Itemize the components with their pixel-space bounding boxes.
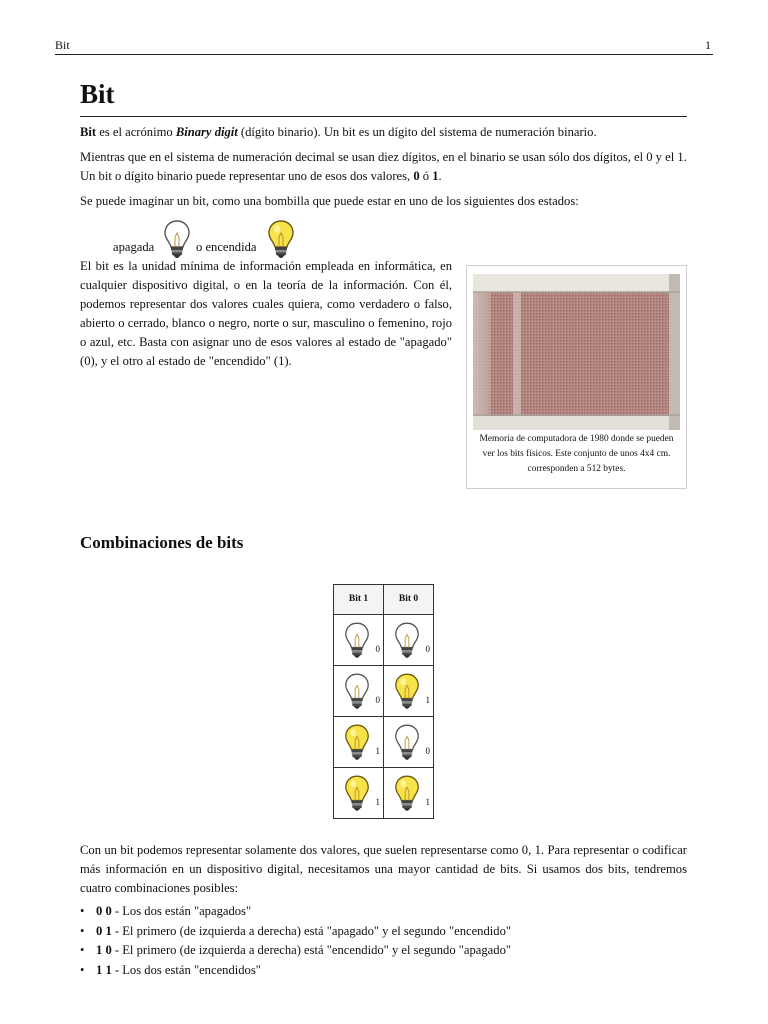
bit-value: 0: [375, 644, 380, 654]
running-header: [55, 38, 713, 55]
bulb-on-icon: [393, 774, 421, 812]
text-span: .: [438, 169, 442, 183]
table-row: [334, 768, 434, 819]
bit-value: 1: [425, 797, 430, 807]
bit-value: 0: [375, 695, 380, 705]
section-heading: Combinaciones de bits: [80, 533, 244, 552]
table-row: [334, 666, 434, 717]
list-item: [80, 961, 687, 981]
combo-code: 0 0: [96, 904, 112, 918]
term-dig: dig: [214, 125, 231, 139]
core-memory-photo: [473, 274, 680, 430]
figure-caption: Memoria de computadora de 1980 donde se pueden ver los bits físicos. Este conjunto de unos 4x4 cm. corresponden a 512 bytes.: [479, 434, 674, 474]
table-cell: [384, 717, 434, 768]
intro-paragraph-4: El bit es la unidad mínima de información empleada en informática, en cualquier dispositivo digital, o en la teoría de la información. Con él, podemos representar dos valores cuales quiera, como verdadero o falso, abierto o cerrado, blanco o negro, norte o sur, masculino o femenino, rojo o azul, etc. Basta con asignar uno de esos valores al estado de "apagado" (0), y el otro al estado de "encendido" (1).: [80, 259, 452, 368]
bit-value: 1: [375, 797, 380, 807]
text-span: (dígito binario). Un bit es un dígito del sistema de numeración binario.: [237, 125, 597, 139]
bulb-off-icon: [343, 672, 371, 710]
table-cell: [334, 717, 384, 768]
bulb-states-illustration: [80, 219, 687, 257]
header-title: Bit: [55, 38, 70, 52]
combinations-list: [80, 902, 687, 980]
bit-value: 0: [425, 746, 430, 756]
text-span: es el acrónimo: [96, 125, 176, 139]
combo-code: 0 1: [96, 923, 112, 938]
combo-text: - Los dos están "apagados": [111, 904, 252, 918]
combinations-paragraph: Con un bit podemos representar solamente dos valores, que suelen representarse como 0, 1. Para representar o codificar más información en un dispositivo digital, necesitamos una mayor cantidad de bits. Si usamos dos bits, tendremos cuatro combinaciones posibles:: [80, 843, 687, 895]
table-cell: [334, 768, 384, 819]
intro-paragraph-3: Se puede imaginar un bit, como una bombilla que puede estar en uno de los siguientes dos estados:: [80, 194, 579, 208]
list-item: [80, 922, 687, 942]
intro-paragraph-2: [80, 148, 687, 186]
table-cell: [384, 768, 434, 819]
column-header: Bit 1: [334, 585, 384, 615]
bottom-section: [80, 841, 687, 980]
off-label: apagada: [113, 240, 155, 254]
article-body: [80, 78, 687, 977]
bit-value: 1: [375, 746, 380, 756]
list-item: [80, 902, 687, 922]
bulb-off-icon: [343, 621, 371, 659]
bulb-off-icon: [393, 723, 421, 761]
bit-combinations-table: [333, 584, 434, 819]
bulb-off-icon: [162, 219, 192, 259]
combo-text: - Los dos están "encendidos": [111, 962, 261, 977]
column-header: Bit 0: [384, 585, 434, 615]
value-zero: 0: [413, 169, 420, 183]
bulb-off-icon: [393, 621, 421, 659]
bulb-on-icon: [393, 672, 421, 710]
page-title: Bit: [80, 78, 687, 117]
value-one: 1: [432, 169, 439, 183]
bulb-on-icon: [343, 774, 371, 812]
intro-paragraph-1: [80, 123, 687, 142]
table-header-row: [334, 585, 434, 615]
table-cell: [334, 615, 384, 666]
on-label: o encendida: [196, 240, 257, 254]
memory-figure: [466, 265, 687, 489]
combo-text: - El primero (de izquierda a derecha) está "encendido" y el segundo "apagado": [111, 943, 512, 957]
table-cell: [384, 615, 434, 666]
text-span: Mientras que en el sistema de numeración decimal se usan diez dígitos, en el binario se usan sólo dos dígitos, el 0 y el 1. Un bit o dígito binario puede representar uno de esos dos valores,: [80, 150, 687, 183]
list-item: [80, 941, 687, 961]
page-number: 1: [705, 38, 711, 52]
combo-code: 1 1: [96, 962, 112, 977]
term-it: it: [230, 125, 238, 139]
table-row: [334, 615, 434, 666]
bit-value: 1: [425, 695, 430, 705]
bulb-on-icon: [266, 219, 296, 259]
bulb-on-icon: [343, 723, 371, 761]
combo-code: 1 0: [96, 943, 112, 957]
term-binary: Binary: [175, 125, 212, 139]
table-row: [334, 717, 434, 768]
combo-text: - El primero (de izquierda a derecha) está "apagado" y el segundo "encendido": [111, 923, 512, 938]
table-cell: [384, 666, 434, 717]
text-span: ó: [419, 169, 433, 183]
table-cell: [334, 666, 384, 717]
bit-value: 0: [425, 644, 430, 654]
term-bit: Bit: [80, 125, 97, 139]
